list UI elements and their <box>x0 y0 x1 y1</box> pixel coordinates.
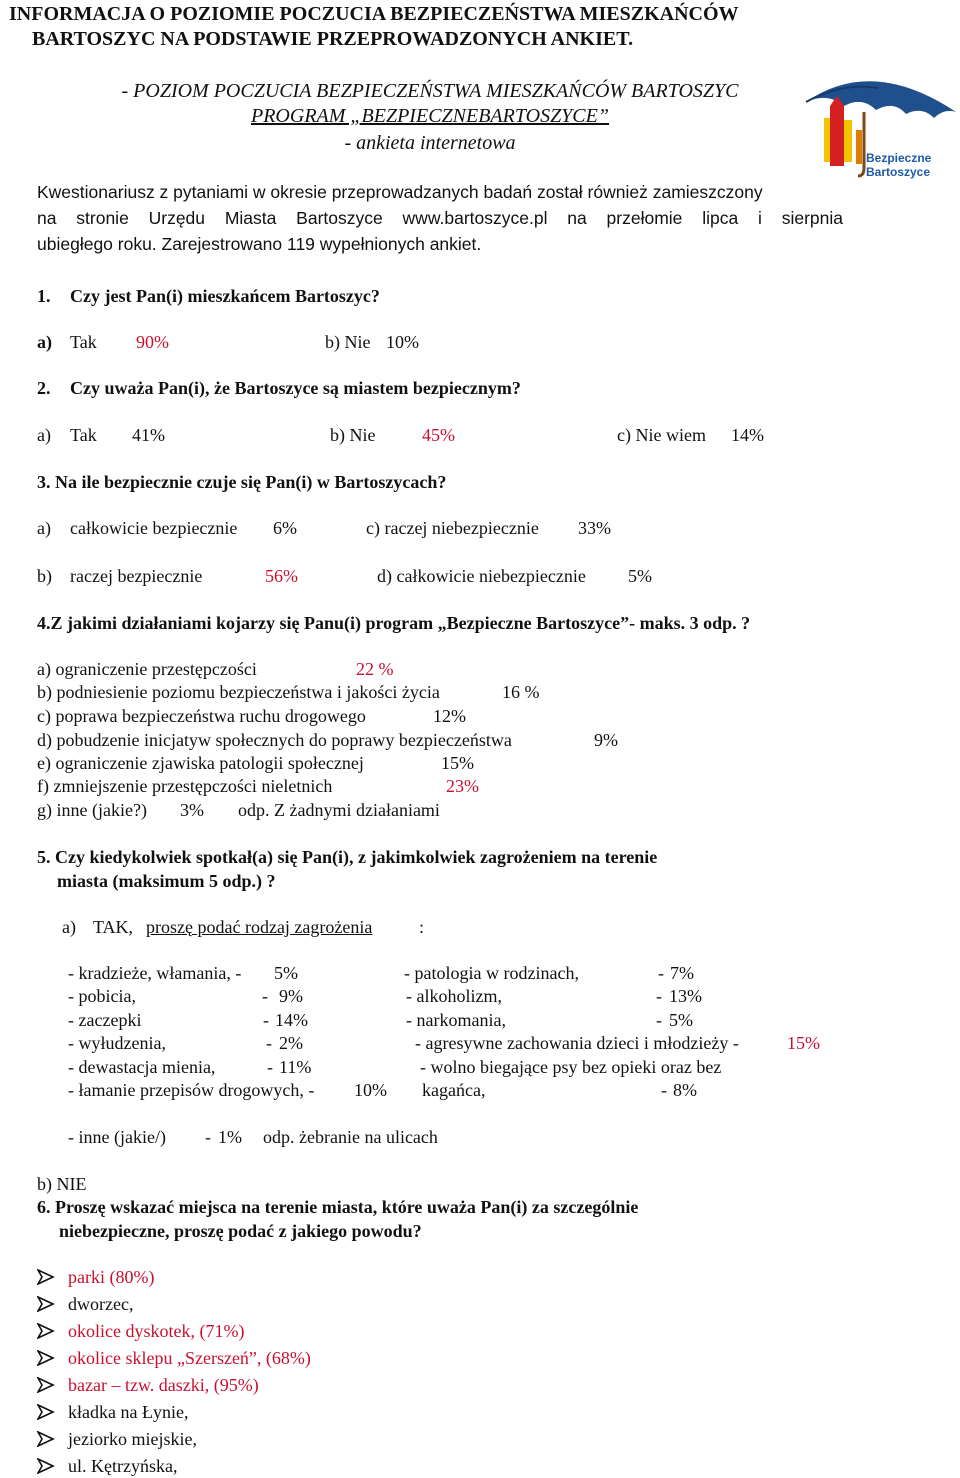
subtitle-line1: - POZIOM POCZUCIA BEZPIECZEŃSTWA MIESZKAŃCÓW BARTOSZYC <box>121 80 739 102</box>
arrow-bullet-icon <box>37 1431 55 1447</box>
q1-a-value: 90% <box>136 332 169 352</box>
q3-a-text: całkowicie bezpiecznie <box>70 518 238 538</box>
threat-other-dash: - <box>205 1127 211 1147</box>
svg-text:Bartoszyce: Bartoszyce <box>866 165 931 179</box>
threat-stray-dogs-value: 8% <box>673 1080 697 1100</box>
q2-number: 2. <box>37 378 51 398</box>
threat-traffic-value: 10% <box>354 1080 387 1100</box>
threat-other-label: - inne (jakie/) <box>68 1127 166 1147</box>
place-list-item <box>37 1267 154 1288</box>
q2-c-label: c) Nie wiem <box>617 425 706 445</box>
threat-stray-dogs-label-cont: kagańca, <box>422 1080 486 1100</box>
q5-b-no: b) NIE <box>37 1174 87 1194</box>
arrow-bullet-icon <box>37 1458 55 1474</box>
q4-item-g-extra: odp. Z żadnymi działaniami <box>238 800 440 820</box>
document-title-line2: BARTOSZYC NA PODSTAWIE PRZEPROWADZONYCH ANKIET. <box>32 28 634 50</box>
q4-item-d-label: d) pobudzenie inicjatyw społecznych do poprawy bezpieczeństwa <box>37 730 512 750</box>
q1-a-text: Tak <box>70 332 97 352</box>
threat-stray-dogs-dash: - <box>661 1080 667 1100</box>
threat-vandalism-dash: - <box>267 1057 273 1077</box>
threat-traffic-label: - łamanie przepisów drogowych, - <box>68 1080 315 1100</box>
place-list-item <box>37 1402 188 1423</box>
q3-d-value: 5% <box>628 566 652 586</box>
place-list-item <box>37 1456 177 1477</box>
q3-text: 3. Na ile bezpiecznie czuje się Pan(i) w Bartoszycach? <box>37 472 447 492</box>
threat-alcoholism-dash: - <box>656 986 662 1006</box>
q3-b-text: raczej bezpiecznie <box>70 566 203 586</box>
q4-item-g-label: g) inne (jakie?) <box>37 800 147 820</box>
q4-text: 4.Z jakimi działaniami kojarzy się Panu(i) program „Bezpieczne Bartoszyce”- maks. 3 odp. ? <box>37 613 751 633</box>
arrow-bullet-icon <box>37 1377 55 1393</box>
q2-a-text: Tak <box>70 425 97 445</box>
threat-youth-aggression-label: - agresywne zachowania dzieci i młodzieży - <box>415 1033 739 1053</box>
document-title-line1: INFORMACJA O POZIOMIE POCZUCIA BEZPIECZEŃSTWA MIESZKAŃCÓW <box>9 3 739 25</box>
threat-family-pathology-label: - patologia w rodzinach, <box>404 963 579 983</box>
threat-vandalism-label: - dewastacja mienia, <box>68 1057 216 1077</box>
threat-fraud-value: 2% <box>279 1033 303 1053</box>
threat-harassment-dash: - <box>263 1010 269 1030</box>
umbrella-logo-icon <box>802 62 958 202</box>
q5-text-line1: 5. Czy kiedykolwiek spotkał(a) się Pan(i), z jakimkolwiek zagrożeniem na terenie <box>37 847 658 867</box>
arrow-bullet-icon <box>37 1296 55 1312</box>
threat-burglary-value: 5% <box>274 963 298 983</box>
q1-b-value: 10% <box>386 332 419 352</box>
place-list-item-text: okolice dyskotek, (71%) <box>68 1321 245 1341</box>
q4-item-f-label: f) zmniejszenie przestępczości nieletnich <box>37 776 333 796</box>
bezpieczne-bartoszyce-logo <box>802 62 958 202</box>
arrow-bullet-icon <box>37 1350 55 1366</box>
q3-a-value: 6% <box>273 518 297 538</box>
place-list-item-text: kładka na Łynie, <box>68 1402 189 1422</box>
place-list-item <box>37 1348 311 1369</box>
threat-family-pathology-dash: - <box>658 963 664 983</box>
svg-text:Bezpieczne: Bezpieczne <box>866 151 932 165</box>
threat-drugs-dash: - <box>656 1010 662 1030</box>
q6-text-line1: 6. Proszę wskazać miejsca na terenie miasta, które uważa Pan(i) za szczególnie <box>37 1197 639 1217</box>
threat-fraud-label: - wyłudzenia, <box>68 1033 166 1053</box>
q2-a-value: 41% <box>132 425 165 445</box>
q3-c-value: 33% <box>578 518 611 538</box>
q2-a-label: a) <box>37 425 51 445</box>
place-list-item-text: ul. Kętrzyńska, <box>68 1456 178 1476</box>
q3-b-label: b) <box>37 566 52 586</box>
q3-b-value: 56% <box>265 566 298 586</box>
q1-b-label: b) Nie <box>325 332 371 352</box>
threat-burglary-label: - kradzieże, włamania, - <box>68 963 242 983</box>
threat-alcoholism-label: - alkoholizm, <box>406 986 502 1006</box>
arrow-bullet-icon <box>37 1404 55 1420</box>
place-list-item <box>37 1375 259 1396</box>
place-list-item-text: parki (80%) <box>68 1267 155 1287</box>
threat-harassment-value: 14% <box>275 1010 308 1030</box>
q5-text-line2: miasta (maksimum 5 odp.) ? <box>57 871 276 891</box>
q4-item-b-value: 16 % <box>502 682 540 702</box>
threat-other-extra: odp. żebranie na ulicach <box>263 1127 438 1147</box>
q6-text-line2: niebezpieczne, proszę podać z jakiego powodu? <box>59 1221 422 1241</box>
threat-drugs-label: - narkomania, <box>406 1010 506 1030</box>
q2-b-label: b) Nie <box>330 425 376 445</box>
q4-item-d-value: 9% <box>594 730 618 750</box>
q2-c-value: 14% <box>731 425 764 445</box>
q5-a-instruction: proszę podać rodzaj zagrożenia <box>146 917 373 937</box>
place-list-item <box>37 1321 244 1342</box>
threat-assault-value: 9% <box>279 986 303 1006</box>
q5-a-colon: : <box>419 917 425 937</box>
q3-d-label: d) całkowicie niebezpiecznie <box>377 566 586 586</box>
threat-youth-aggression-value: 15% <box>787 1033 820 1053</box>
q2-b-value: 45% <box>422 425 455 445</box>
q1-number: 1. <box>37 286 51 306</box>
q1-a-label: a) <box>37 332 52 352</box>
q4-item-e-label: e) ograniczenie zjawiska patologii społecznej <box>37 753 364 773</box>
q3-a-label: a) <box>37 518 51 538</box>
place-list-item-text: bazar – tzw. daszki, (95%) <box>68 1375 259 1395</box>
place-list-item-text: okolice sklepu „Szerszeń”, (68%) <box>68 1348 311 1368</box>
q3-c-label: c) raczej niebezpiecznie <box>366 518 539 538</box>
threat-drugs-value: 5% <box>669 1010 693 1030</box>
threat-harassment-label: - zaczepki <box>68 1010 142 1030</box>
q4-item-f-value: 23% <box>446 776 479 796</box>
arrow-bullet-icon <box>37 1323 55 1339</box>
q4-item-a-value: 22 % <box>356 659 394 679</box>
threat-alcoholism-value: 13% <box>669 986 702 1006</box>
q4-item-c-value: 12% <box>433 706 466 726</box>
threat-assault-dash: - <box>262 986 268 1006</box>
q5-a-label: a) <box>62 917 76 937</box>
threat-assault-label: - pobicia, <box>68 986 136 1006</box>
q4-item-a-label: a) ograniczenie przestępczości <box>37 659 257 679</box>
threat-stray-dogs-label: - wolno biegające psy bez opieki oraz bez <box>420 1057 722 1077</box>
threat-fraud-dash: - <box>266 1033 272 1053</box>
q4-item-c-label: c) poprawa bezpieczeństwa ruchu drogowego <box>37 706 366 726</box>
threat-family-pathology-value: 7% <box>670 963 694 983</box>
arrow-bullet-icon <box>37 1269 55 1285</box>
place-list-item-text: dworzec, <box>68 1294 134 1314</box>
intro-line1: Kwestionariusz z pytaniami w okresie przeprowadzanych badań został również zamieszczony <box>37 182 763 202</box>
intro-line2: na stronie Urzędu Miasta Bartoszyce www.bartoszyce.pl na przełomie lipca i sierpnia <box>37 208 843 228</box>
threat-other-value: 1% <box>218 1127 242 1147</box>
intro-line3: ubiegłego roku. Zarejestrowano 119 wypełnionych ankiet. <box>37 234 482 254</box>
q4-item-b-label: b) podniesienie poziomu bezpieczeństwa i jakości życia <box>37 682 440 702</box>
place-list-item-text: jeziorko miejskie, <box>68 1429 197 1449</box>
place-list-item <box>37 1294 133 1315</box>
q4-item-g-value: 3% <box>180 800 204 820</box>
place-list-item <box>37 1429 197 1450</box>
q2-text: Czy uważa Pan(i), że Bartoszyce są miastem bezpiecznym? <box>70 378 521 398</box>
subtitle-program-name: PROGRAM „BEZPIECZNEBARTOSZYCE” <box>251 105 609 127</box>
subtitle-survey-type: - ankieta internetowa <box>344 132 516 154</box>
q4-item-e-value: 15% <box>441 753 474 773</box>
q1-text: Czy jest Pan(i) mieszkańcem Bartoszyc? <box>70 286 380 306</box>
q5-a-tak: TAK, <box>93 917 134 937</box>
threat-vandalism-value: 11% <box>279 1057 312 1077</box>
